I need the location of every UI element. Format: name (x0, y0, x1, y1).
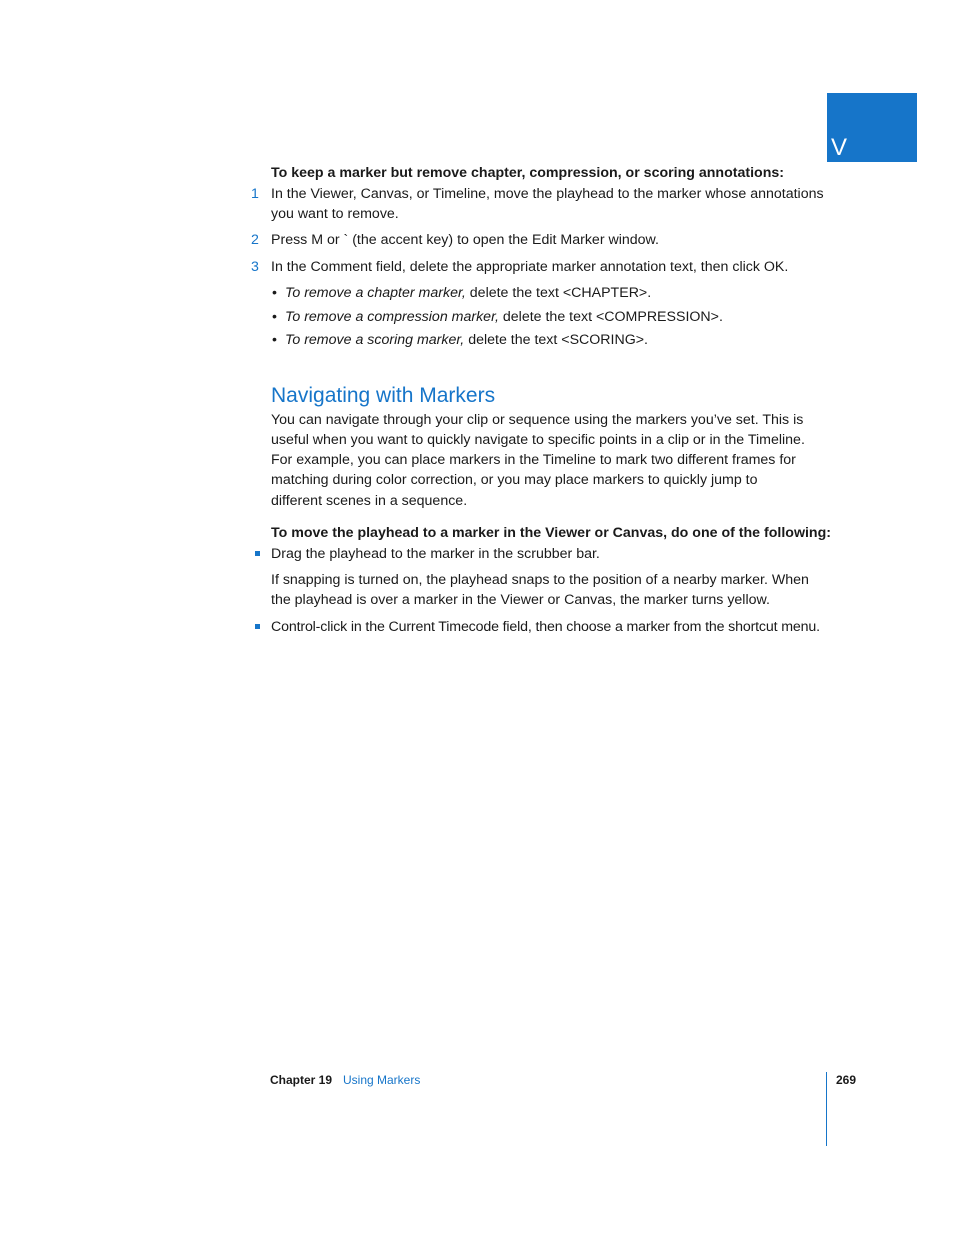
option-1-note-line-1: If snapping is turned on, the playhead snaps to the position of a nearby marker. When (271, 572, 809, 588)
section-heading: Navigating with Markers (271, 384, 496, 407)
footer-chapter-title: Using Markers (343, 1073, 421, 1087)
sub-bullet-chapter-italic: To remove a chapter marker, (285, 285, 466, 301)
step-1-line-1: In the Viewer, Canvas, or Timeline, move the playhead to the marker whose annotations (271, 186, 824, 202)
sub-bullet-compression (285, 307, 723, 327)
option-1-note-line-2: the playhead is over a marker in the Viewer or Canvas, the marker turns yellow. (271, 592, 770, 608)
square-bullet-icon (255, 624, 260, 629)
intro-line-5: different scenes in a sequence. (271, 493, 468, 509)
sub-bullet-compression-italic: To remove a compression marker, (285, 309, 499, 325)
task-title-move-playhead: To move the playhead to a marker in the Viewer or Canvas, do one of the following: (271, 525, 831, 541)
part-tab (827, 93, 917, 162)
sub-bullet-scoring-text: delete the text <SCORING>. (464, 332, 649, 348)
sub-bullet-chapter (285, 283, 651, 303)
step-number-2: 2 (251, 232, 259, 248)
footer-divider (826, 1072, 827, 1146)
step-1-line-2: you want to remove. (271, 206, 399, 222)
sub-bullet-scoring-italic: To remove a scoring marker, (285, 332, 465, 348)
sub-bullet-compression-text: delete the text <COMPRESSION>. (498, 309, 723, 325)
sub-bullet-dot-1: • (272, 285, 277, 301)
page-number: 269 (836, 1073, 857, 1087)
sub-bullet-scoring (285, 330, 648, 350)
task-title-remove-annotations: To keep a marker but remove chapter, compression, or scoring annotations: (271, 165, 784, 181)
step-3-line-1: In the Comment field, delete the appropriate marker annotation text, then click OK. (271, 259, 789, 275)
option-1: Drag the playhead to the marker in the scrubber bar. (271, 546, 600, 562)
sub-bullet-dot-2: • (272, 309, 277, 325)
step-2-line-1: Press M or ` (the accent key) to open the Edit Marker window. (271, 232, 659, 248)
sub-bullet-dot-3: • (272, 332, 277, 348)
part-tab-label: V (831, 134, 848, 161)
footer-chapter: Chapter 19 (270, 1073, 333, 1087)
intro-line-2: useful when you want to quickly navigate to specific points in a clip or in the Timeline. (271, 432, 805, 448)
intro-line-1: You can navigate through your clip or sequence using the markers you’ve set. This is (271, 412, 804, 428)
sub-bullet-chapter-text: delete the text <CHAPTER>. (465, 285, 652, 301)
step-number-3: 3 (251, 259, 259, 275)
option-2: Control-click in the Current Timecode field, then choose a marker from the shortcut menu. (271, 619, 820, 635)
square-bullet-icon (255, 551, 260, 556)
step-number-1: 1 (251, 186, 259, 202)
intro-line-4: matching during color correction, or you may place markers to quickly jump to (271, 472, 758, 488)
intro-line-3: For example, you can place markers in the Timeline to mark two different frames for (271, 452, 796, 468)
